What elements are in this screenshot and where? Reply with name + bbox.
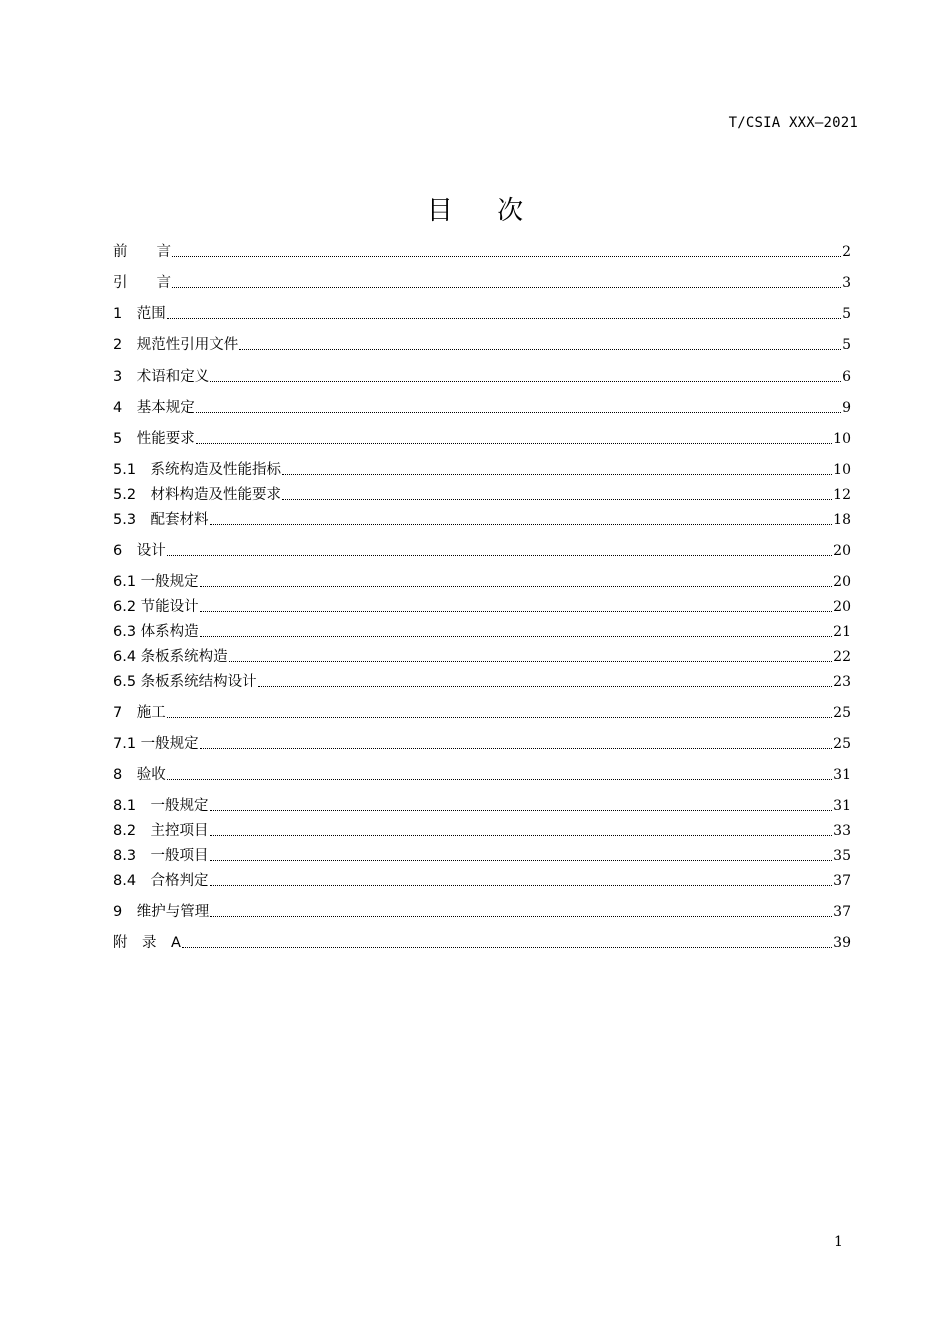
toc-leader-dots — [172, 256, 841, 257]
toc-entry-page: 31 — [833, 767, 851, 783]
toc-entry[interactable] — [113, 933, 851, 953]
toc-title: 目 次 — [426, 196, 542, 226]
toc-entry[interactable] — [113, 273, 851, 293]
toc-entry[interactable] — [113, 703, 851, 723]
toc-leader-dots — [167, 555, 832, 556]
toc-leader-dots — [167, 779, 832, 780]
toc-entry-page: 25 — [833, 736, 851, 752]
toc-entry-label: 8.1 一般规定 — [113, 798, 209, 814]
toc-entry-page: 20 — [833, 543, 851, 559]
toc-entry-label: 8.2 主控项目 — [113, 823, 209, 839]
toc-entry-page: 39 — [833, 935, 851, 951]
toc-entry-page: 2 — [842, 244, 851, 260]
toc-entry-label: 7.1 一般规定 — [113, 736, 199, 752]
toc-entry-page: 5 — [842, 306, 851, 322]
toc-entry[interactable] — [113, 821, 851, 841]
toc-entry-label: 6 设计 — [113, 543, 166, 559]
toc-entry-page: 6 — [842, 369, 851, 385]
toc-entry-page: 18 — [833, 512, 851, 528]
toc-entry-page: 21 — [833, 624, 851, 640]
toc-leader-dots — [210, 835, 833, 836]
toc-entry-label: 9 维护与管理 — [113, 904, 210, 920]
toc-entry[interactable] — [113, 541, 851, 561]
toc-entry[interactable] — [113, 846, 851, 866]
toc-entry-page: 12 — [833, 487, 851, 503]
toc-entry-label: 6.5 条板系统结构设计 — [113, 674, 257, 690]
toc-entry-page: 9 — [842, 400, 851, 416]
toc-entry-page: 37 — [833, 873, 851, 889]
toc-leader-dots — [282, 499, 832, 500]
toc-entry-label: 8.3 一般项目 — [113, 848, 209, 864]
toc-entry-page: 25 — [833, 705, 851, 721]
toc-entry[interactable] — [113, 765, 851, 785]
toc-entry-label: 8.4 合格判定 — [113, 873, 209, 889]
toc-entry-label: 7 施工 — [113, 705, 166, 721]
toc-entry-page: 31 — [833, 798, 851, 814]
toc-leader-dots — [196, 443, 832, 444]
document-code: T/CSIA XXX—2021 — [728, 115, 858, 131]
toc-entry-label: 6.2 节能设计 — [113, 599, 199, 615]
toc-leader-dots — [167, 717, 832, 718]
toc-leader-dots — [200, 611, 833, 612]
toc-entry-page: 20 — [833, 599, 851, 615]
toc-entry-page: 35 — [833, 848, 851, 864]
toc-leader-dots — [210, 381, 841, 382]
toc-leader-dots — [239, 349, 841, 350]
toc-entry[interactable] — [113, 597, 851, 617]
toc-leader-dots — [210, 916, 832, 917]
toc-leader-dots — [210, 810, 833, 811]
toc-entry-label: 5.3 配套材料 — [113, 512, 209, 528]
toc-entry-label: 3 术语和定义 — [113, 369, 210, 385]
toc-entry[interactable] — [113, 460, 851, 480]
toc-entry[interactable] — [113, 335, 851, 355]
toc-leader-dots — [210, 860, 833, 861]
toc-entry-label: 6.3 体系构造 — [113, 624, 199, 640]
toc-leader-dots — [210, 885, 833, 886]
toc-entry[interactable] — [113, 510, 851, 530]
toc-entry[interactable] — [113, 871, 851, 891]
toc-entry[interactable] — [113, 398, 851, 418]
toc-entry[interactable] — [113, 734, 851, 754]
toc-entry-label: 6.4 条板系统构造 — [113, 649, 228, 665]
toc-entry-page: 10 — [833, 431, 851, 447]
toc-entry[interactable] — [113, 429, 851, 449]
toc-entry[interactable] — [113, 572, 851, 592]
toc-leader-dots — [210, 524, 833, 525]
toc-entry[interactable] — [113, 367, 851, 387]
toc-leader-dots — [172, 287, 841, 288]
toc-entry-label: 2 规范性引用文件 — [113, 337, 239, 353]
toc-entry-page: 10 — [833, 462, 851, 478]
toc-entry[interactable] — [113, 672, 851, 692]
toc-entry-label: 前 言 — [113, 244, 171, 260]
toc-entry-page: 33 — [833, 823, 851, 839]
toc-entry-label: 引 言 — [113, 275, 171, 291]
toc-leader-dots — [200, 586, 833, 587]
toc-entry[interactable] — [113, 902, 851, 922]
toc-leader-dots — [200, 748, 833, 749]
toc-entry[interactable] — [113, 485, 851, 505]
toc-entry-page: 20 — [833, 574, 851, 590]
toc-entry-label: 4 基本规定 — [113, 400, 195, 416]
toc-entry-label: 6.1 一般规定 — [113, 574, 199, 590]
toc-leader-dots — [282, 474, 832, 475]
toc-entry-page: 23 — [833, 674, 851, 690]
toc-leader-dots — [167, 318, 841, 319]
toc-entry[interactable] — [113, 242, 851, 262]
toc-entry[interactable] — [113, 304, 851, 324]
toc-entry-label: 5.2 材料构造及性能要求 — [113, 487, 282, 503]
toc-entry-page: 5 — [842, 337, 851, 353]
toc-leader-dots — [196, 412, 841, 413]
toc-entry-label: 8 验收 — [113, 767, 166, 783]
toc-entry-page: 37 — [833, 904, 851, 920]
toc-entry-label: 5 性能要求 — [113, 431, 195, 447]
toc-entry[interactable] — [113, 647, 851, 667]
toc-leader-dots — [182, 947, 832, 948]
toc-entry-page: 22 — [833, 649, 851, 665]
toc-entry-label: 5.1 系统构造及性能指标 — [113, 462, 282, 478]
toc-entry-label: 附 录 A — [113, 935, 181, 951]
toc-entry-page: 3 — [842, 275, 851, 291]
toc-entry[interactable] — [113, 622, 851, 642]
toc-leader-dots — [258, 686, 833, 687]
toc-leader-dots — [229, 661, 833, 662]
page-number: 1 — [834, 1234, 843, 1250]
toc-entry[interactable] — [113, 796, 851, 816]
toc-leader-dots — [200, 636, 833, 637]
toc-entry-label: 1 范围 — [113, 306, 166, 322]
